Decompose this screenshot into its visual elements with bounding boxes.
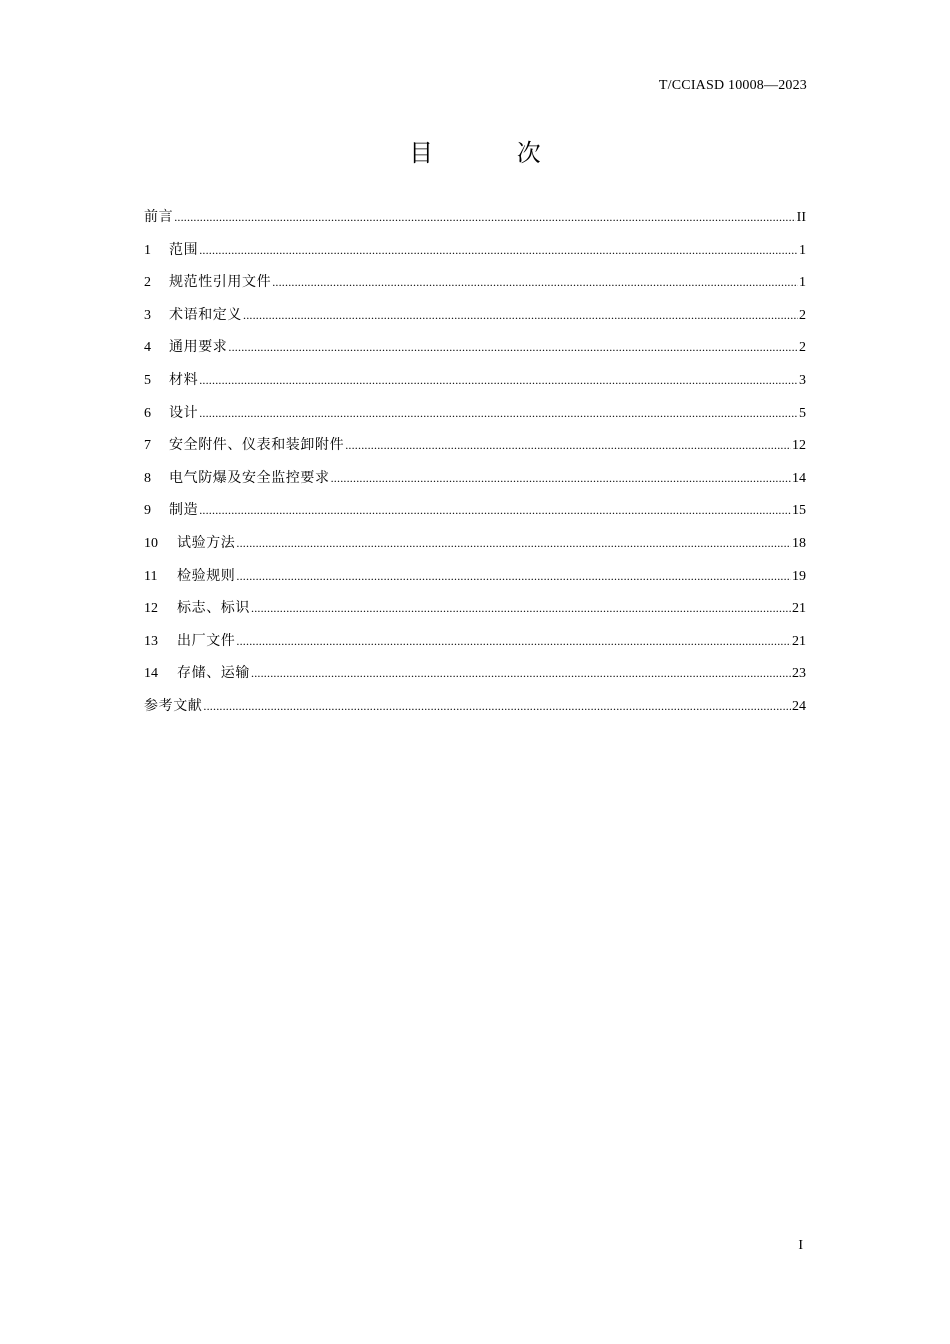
toc-entry-number: 1 — [144, 242, 151, 258]
toc-entry-label: 电气防爆及安全监控要求 — [169, 469, 330, 486]
toc-entry-6[interactable] — [144, 397, 806, 430]
toc-entry-page: 18 — [792, 535, 806, 551]
toc-dot-leader — [272, 266, 798, 299]
toc-entry-label: 设计 — [169, 404, 199, 421]
toc-entry-label: 范围 — [169, 241, 199, 258]
toc-dot-leader — [345, 429, 791, 462]
toc-entry-number: 13 — [144, 633, 158, 649]
toc-dot-leader — [331, 462, 791, 495]
toc-entry-label: 参考文献 — [144, 697, 203, 714]
toc-dot-leader — [243, 299, 798, 332]
toc-entry-11[interactable] — [144, 560, 806, 593]
toc-entry-label: 安全附件、仪表和装卸附件 — [169, 437, 345, 454]
toc-entry-page: 14 — [792, 470, 806, 486]
toc-entry-number: 6 — [144, 405, 151, 421]
toc-dot-leader — [199, 364, 798, 397]
toc-entry-page: 2 — [799, 340, 806, 356]
toc-entry-10[interactable] — [144, 527, 806, 560]
toc-dot-leader — [174, 201, 795, 234]
toc-entry-label: 前言 — [144, 209, 174, 225]
toc-entry-number: 4 — [144, 340, 151, 356]
toc-entry-page: 1 — [799, 242, 806, 258]
toc-entry-page: 19 — [792, 568, 806, 584]
toc-entry-page: 12 — [792, 438, 806, 454]
toc-entry-number: 10 — [144, 535, 158, 551]
toc-entry-label: 出厂文件 — [177, 632, 236, 649]
toc-entry-12[interactable] — [144, 592, 806, 625]
page-number: I — [798, 1238, 803, 1253]
toc-entry-label: 标志、标识 — [177, 600, 250, 617]
toc-entry-number: 3 — [144, 307, 151, 323]
toc-entry-label: 检验规则 — [177, 567, 236, 584]
toc-entry-page: 21 — [792, 633, 806, 649]
toc-entry-9[interactable] — [144, 494, 806, 527]
toc-entry-page: 21 — [792, 601, 806, 617]
toc-dot-leader — [236, 527, 791, 560]
toc-dot-leader — [203, 690, 791, 723]
toc-entry-bibliography[interactable] — [144, 690, 806, 723]
toc-entry-label: 术语和定义 — [169, 306, 242, 323]
toc-entry-number: 14 — [144, 666, 158, 682]
toc-entry-number: 12 — [144, 601, 158, 617]
table-of-contents — [144, 201, 806, 723]
toc-dot-leader — [199, 397, 798, 430]
toc-entry-page: 1 — [799, 275, 806, 291]
toc-entry-page: 5 — [799, 405, 806, 421]
toc-entry-2[interactable] — [144, 266, 806, 299]
toc-entry-label: 制造 — [169, 502, 199, 519]
toc-dot-leader — [199, 234, 798, 267]
toc-entry-page: 2 — [799, 307, 806, 323]
toc-dot-leader — [228, 331, 798, 364]
toc-entry-label: 存储、运输 — [177, 665, 250, 682]
toc-entry-label: 试验方法 — [177, 534, 236, 551]
toc-entry-1[interactable] — [144, 234, 806, 267]
toc-entry-13[interactable] — [144, 625, 806, 658]
toc-dot-leader — [251, 592, 791, 625]
toc-entry-page: 3 — [799, 372, 806, 388]
toc-entry-number: 2 — [144, 275, 151, 291]
toc-entry-4[interactable] — [144, 331, 806, 364]
toc-entry-page: 23 — [792, 666, 806, 682]
toc-entry-number: 11 — [144, 568, 158, 584]
toc-dot-leader — [251, 657, 791, 690]
toc-entry-page: 15 — [792, 503, 806, 519]
toc-dot-leader — [236, 560, 791, 593]
toc-entry-14[interactable] — [144, 657, 806, 690]
toc-entry-foreword[interactable] — [144, 201, 806, 234]
toc-title: 目 次 — [409, 139, 579, 167]
toc-entry-8[interactable] — [144, 462, 806, 495]
toc-entry-page: II — [796, 210, 806, 225]
toc-entry-page: 24 — [792, 698, 806, 714]
toc-entry-number: 7 — [144, 438, 151, 454]
document-code: T/CCIASD 10008—2023 — [658, 78, 807, 93]
toc-entry-number: 8 — [144, 470, 151, 486]
toc-entry-label: 材料 — [169, 371, 199, 388]
toc-entry-5[interactable] — [144, 364, 806, 397]
toc-entry-number: 5 — [144, 372, 151, 388]
toc-entry-label: 规范性引用文件 — [169, 274, 272, 291]
toc-dot-leader — [199, 494, 791, 527]
toc-entry-7[interactable] — [144, 429, 806, 462]
toc-entry-3[interactable] — [144, 299, 806, 332]
toc-entry-label: 通用要求 — [169, 339, 228, 356]
toc-entry-number: 9 — [144, 503, 151, 519]
toc-dot-leader — [236, 625, 791, 658]
